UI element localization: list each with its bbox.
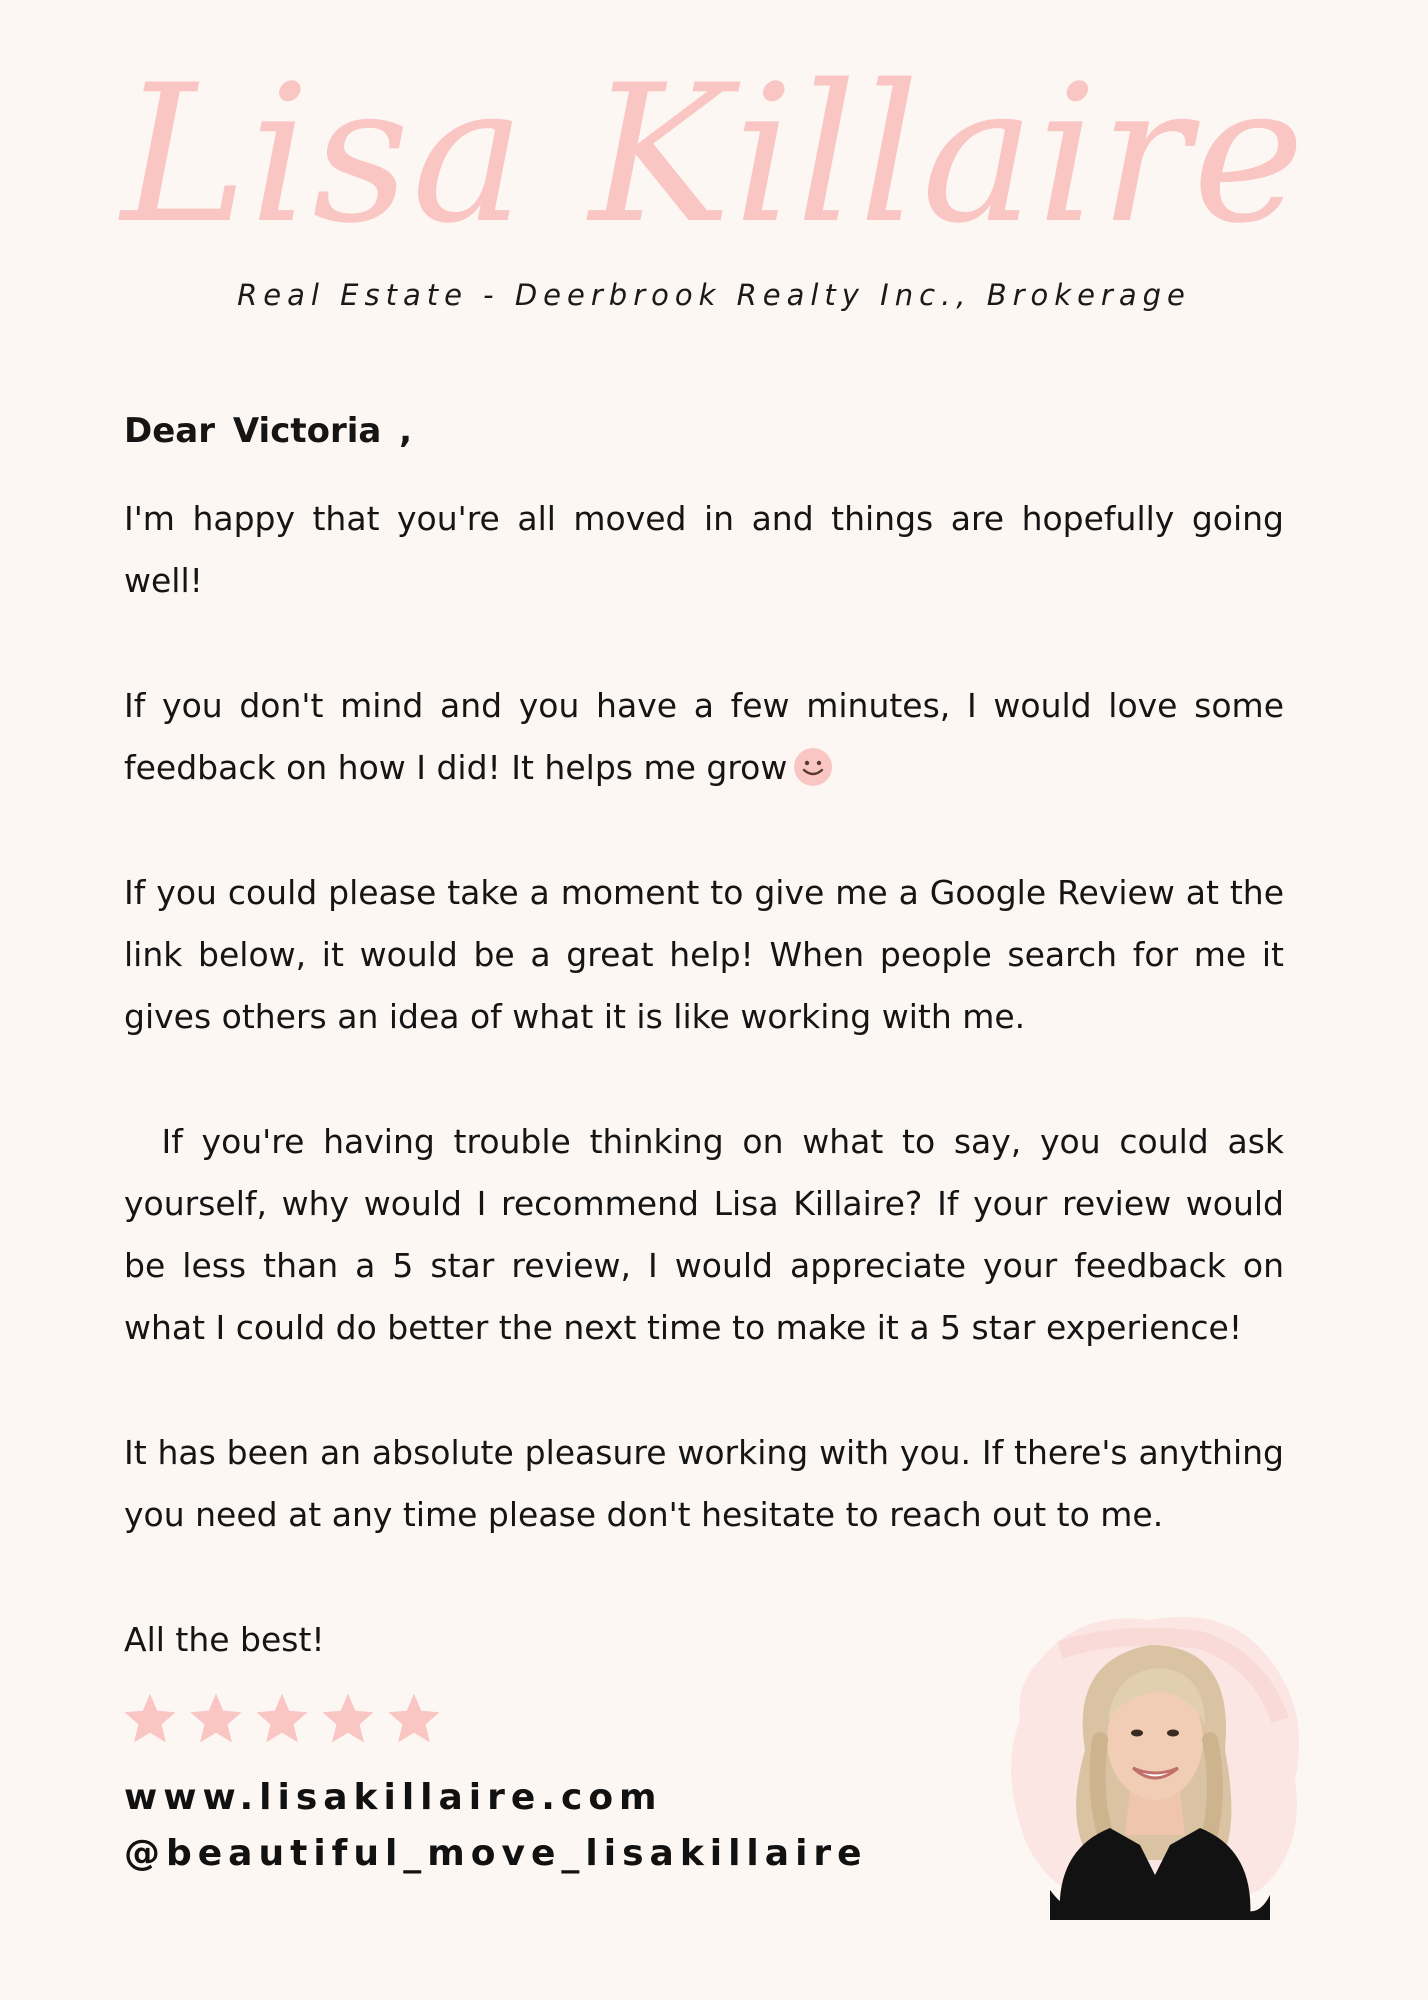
website-link[interactable]: www.lisakillaire.com xyxy=(124,1777,663,1818)
star-icon xyxy=(186,1690,246,1748)
agent-portrait xyxy=(1000,1600,1310,1920)
paragraph-moved-in-text: I'm happy that you're all moved in and things are hopefully going well! xyxy=(124,499,1284,600)
closing: All the best! xyxy=(124,1620,325,1659)
paragraph-thanks-text: It has been an absolute pleasure working with you. If there's anything you need at any time please don't hesitate to reach out to me. xyxy=(124,1433,1284,1534)
paragraph-google-review xyxy=(124,862,1284,1048)
instagram-handle[interactable]: @beautiful_move_lisakillaire xyxy=(124,1833,868,1874)
paragraph-thanks xyxy=(124,1422,1284,1546)
paragraph-review-tips-text: If you're having trouble thinking on what to say, you could ask yourself, why would I recommend Lisa Killaire? If your review would be less than a 5 star review, I would appreciate your feedback on what I could do better the next time to make it a 5 star experience! xyxy=(124,1122,1284,1347)
smiley-face-icon xyxy=(793,747,833,787)
star-icon xyxy=(318,1690,378,1748)
star-icon xyxy=(120,1690,180,1748)
greeting: Dear Victoria , xyxy=(124,411,413,451)
star-icon xyxy=(384,1690,444,1748)
logo-text: Lisa Killaire xyxy=(121,44,1307,265)
letter-body xyxy=(124,400,1284,1671)
tagline: Real Estate - Deerbrook Realty Inc., Brokerage xyxy=(237,278,1191,312)
logo xyxy=(0,40,1428,270)
paragraph-feedback-text: If you don't mind and you have a few minutes, I would love some feedback on how I did! It helps me grow xyxy=(124,686,1284,787)
star-rating xyxy=(120,1690,444,1748)
paragraph-moved-in xyxy=(124,488,1284,612)
paragraph-feedback xyxy=(124,675,1284,799)
paragraph-google-review-text: If you could please take a moment to give me a Google Review at the link below, it would be a great help! When people search for me it gives others an idea of what it is like working with me. xyxy=(124,873,1284,1036)
paragraph-review-tips xyxy=(124,1111,1284,1359)
star-icon xyxy=(252,1690,312,1748)
contact-block xyxy=(124,1770,868,1882)
